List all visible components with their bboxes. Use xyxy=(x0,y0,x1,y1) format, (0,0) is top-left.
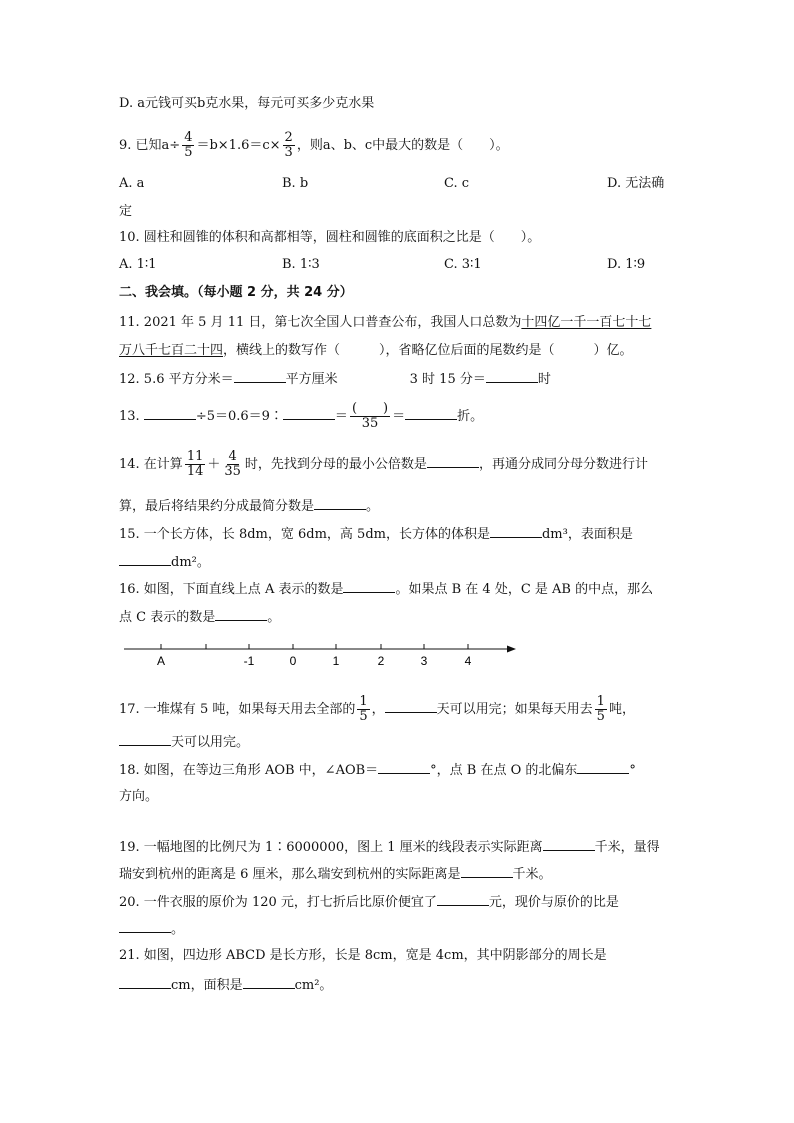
question-14-line-2 xyxy=(119,497,379,515)
q14-plus: ＋ xyxy=(207,457,221,472)
label-a: A xyxy=(156,654,166,668)
q12-blank-1[interactable] xyxy=(234,370,286,383)
q20-blank-2[interactable] xyxy=(119,920,171,933)
q17-blank-1[interactable] xyxy=(385,700,437,713)
number-line-arrow xyxy=(507,646,516,653)
question-15-line-1 xyxy=(119,525,633,543)
question-11-line-2 xyxy=(119,343,633,359)
q9-option-b: B. b xyxy=(282,176,309,191)
q14-e: 。 xyxy=(366,499,380,514)
q10-option-d: D. 1∶9 xyxy=(607,257,646,272)
q9-fraction-2 xyxy=(283,131,295,160)
question-17-line-1 xyxy=(119,695,635,724)
q14-blank-1[interactable] xyxy=(427,455,479,468)
q10-option-b: B. 1∶3 xyxy=(282,257,320,272)
q9-option-c: C. c xyxy=(444,176,470,191)
q20-a: 20. 一件衣服的原价为 120 元，打七折后比原价便宜了 xyxy=(119,895,437,910)
number-line xyxy=(122,641,522,671)
q18-blank-1[interactable] xyxy=(378,761,430,774)
question-18-line-2: 方向。 xyxy=(119,789,159,804)
question-11-line-1 xyxy=(119,315,651,331)
q11-text-1: 11. 2021 年 5 月 11 日，第七次全国人口普查公布，我国人口总数为 xyxy=(119,315,522,330)
label-4: 4 xyxy=(464,654,472,668)
q14-f2-num: 4 xyxy=(228,449,237,464)
q15-a: 15. 一个长方体，长 8dm，宽 6dm，高 5dm，长方体的体积是 xyxy=(119,527,490,542)
q21-blank-1[interactable] xyxy=(119,976,171,989)
label-minus-1: -1 xyxy=(243,654,255,668)
q9-option-a: A. a xyxy=(119,176,145,191)
q10-option-a: A. 1∶1 xyxy=(119,257,157,272)
q21-b: cm，面积是 xyxy=(171,978,243,993)
question-19-line-2 xyxy=(119,865,552,883)
q14-blank-2[interactable] xyxy=(314,497,366,510)
q14-f1-den: 14 xyxy=(186,464,204,479)
q9-f1-den: 5 xyxy=(184,145,193,160)
q11-text-2: ，横线上的数写作（ ），省略亿位后面的尾数约是（ ）亿。 xyxy=(223,343,633,358)
question-19-line-1 xyxy=(119,838,660,856)
question-21-line-2 xyxy=(119,976,332,994)
q13-f-den: 35 xyxy=(361,416,379,431)
q15-c: dm²。 xyxy=(171,555,210,570)
q14-b: 时，先找到分母的最小公倍数是 xyxy=(244,457,427,472)
q18-c: ° xyxy=(629,763,636,778)
q19-blank-1[interactable] xyxy=(543,838,595,851)
q9-prefix: 9. 已知a÷ xyxy=(119,138,181,153)
q19-b: 千米，量得 xyxy=(594,840,660,855)
label-0: 0 xyxy=(289,654,297,668)
q9-suffix: ，则a、b、c中最大的数是（ ）。 xyxy=(296,138,509,153)
q17-e: 天可以用完。 xyxy=(171,735,250,750)
question-20-line-2 xyxy=(119,920,184,938)
q15-blank-2[interactable] xyxy=(119,553,171,566)
question-13 xyxy=(119,402,483,431)
q13-a: 13. xyxy=(119,409,144,424)
q19-blank-2[interactable] xyxy=(461,865,513,878)
q12-blank-2[interactable] xyxy=(486,370,538,383)
q13-b: ÷5＝0.6＝9∶ xyxy=(195,409,283,424)
q13-f-num[interactable]: ( ) xyxy=(351,401,389,416)
question-17-line-2 xyxy=(119,733,249,751)
q12-c: 3 时 15 分＝ xyxy=(409,372,486,387)
q16-a: 16. 如图，下面直线上点 A 表示的数是 xyxy=(119,582,344,597)
label-2: 2 xyxy=(377,654,385,668)
q9-f2-den: 3 xyxy=(284,145,293,160)
q16-d: 。 xyxy=(267,610,281,625)
q9-f2-num: 2 xyxy=(284,130,293,145)
q15-b: dm³，表面积是 xyxy=(541,527,633,542)
q9-option-d-wrap: 定 xyxy=(119,204,133,219)
question-18-line-1 xyxy=(119,761,636,779)
q14-fraction-1 xyxy=(185,450,206,479)
q14-f1-num: 11 xyxy=(186,449,204,464)
q13-d: ＝ xyxy=(392,409,406,424)
question-15-line-2 xyxy=(119,553,210,571)
question-14-line-1 xyxy=(119,450,648,479)
question-12 xyxy=(119,370,551,388)
q15-blank-1[interactable] xyxy=(490,525,542,538)
q9-option-d: D. 无法确 xyxy=(607,176,665,191)
q10-option-c: C. 3∶1 xyxy=(444,257,482,272)
q18-a: 18. 如图，在等边三角形 AOB 中，∠AOB＝ xyxy=(119,763,379,778)
q12-d: 时 xyxy=(537,372,551,387)
question-16-line-2 xyxy=(119,608,280,626)
q16-c: 点 C 表示的数是 xyxy=(119,610,216,625)
q17-f2-num: 1 xyxy=(596,694,605,709)
q13-blank-3[interactable] xyxy=(405,407,457,420)
q20-b: 元，现价与原价的比是 xyxy=(488,895,619,910)
q11-underlined-1: 十四亿一千一百七十七 xyxy=(521,315,652,330)
q13-c: ＝ xyxy=(334,409,348,424)
q12-b: 平方厘米 xyxy=(285,372,338,387)
q19-d: 千米。 xyxy=(512,867,552,882)
q13-e: 折。 xyxy=(457,409,484,424)
q17-f1-den: 5 xyxy=(359,709,368,724)
label-3: 3 xyxy=(420,654,428,668)
q19-c: 瑞安到杭州的距离是 6 厘米，那么瑞安到杭州的实际距离是 xyxy=(119,867,461,882)
q9-fraction-1 xyxy=(182,131,194,160)
q11-underlined-2: 万八千七百二十四 xyxy=(119,343,224,358)
q12-a: 12. 5.6 平方分米＝ xyxy=(119,372,234,387)
q16-blank-2[interactable] xyxy=(215,608,267,621)
q16-blank-1[interactable] xyxy=(343,580,395,593)
q20-c: 。 xyxy=(171,922,185,937)
q17-f1-num: 1 xyxy=(359,694,368,709)
question-20-line-1 xyxy=(119,893,619,911)
q17-f2-den: 5 xyxy=(596,709,605,724)
q21-c: cm²。 xyxy=(294,978,333,993)
q13-fraction xyxy=(350,402,390,431)
q14-d: 算，最后将结果约分成最简分数是 xyxy=(119,499,315,514)
q17-blank-2[interactable] xyxy=(119,733,171,746)
q13-blank-1[interactable] xyxy=(144,407,196,420)
q17-fraction-1 xyxy=(357,695,369,724)
q13-blank-2[interactable] xyxy=(283,407,335,420)
question-10: 10. 圆柱和圆锥的体积和高都相等，圆柱和圆锥的底面积之比是（ ）。 xyxy=(119,230,541,245)
label-1: 1 xyxy=(332,654,340,668)
q17-a: 17. 一堆煤有 5 吨，如果每天用去全部的 xyxy=(119,702,356,717)
q14-f2-den: 35 xyxy=(224,464,241,479)
q21-blank-2[interactable] xyxy=(243,976,295,989)
q18-blank-2[interactable] xyxy=(577,761,629,774)
q9-mid: ＝b×1.6＝c× xyxy=(196,138,281,153)
q18-b: °，点 B 在点 O 的北偏东 xyxy=(430,763,578,778)
q9-f1-num: 4 xyxy=(184,130,193,145)
q19-a: 19. 一幅地图的比例尺为 1∶6000000，图上 1 厘米的线段表示实际距离 xyxy=(119,840,543,855)
question-9 xyxy=(119,131,509,160)
q14-fraction-2 xyxy=(222,450,243,479)
question-21-line-1: 21. 如图，四边形 ABCD 是长方形，长是 8cm，宽是 4cm，其中阴影部分的周长是 xyxy=(119,948,607,963)
section-2-heading: 二、我会填。（每小题 2 分，共 24 分） xyxy=(119,285,353,300)
q16-b: 。如果点 B 在 4 处，C 是 AB 的中点，那么 xyxy=(395,582,654,597)
q17-d: 吨， xyxy=(608,702,635,717)
q14-a: 14. 在计算 xyxy=(119,457,183,472)
q17-fraction-2 xyxy=(595,695,607,724)
q14-c: ，再通分成同分母分数进行计 xyxy=(478,457,648,472)
q8-option-d: D. a元钱可买b克水果，每元可买多少克水果 xyxy=(119,96,375,111)
q17-b: ， xyxy=(371,702,385,717)
question-16-line-1 xyxy=(119,580,653,598)
q17-c: 天可以用完；如果每天用去 xyxy=(436,702,593,717)
q20-blank-1[interactable] xyxy=(437,893,489,906)
